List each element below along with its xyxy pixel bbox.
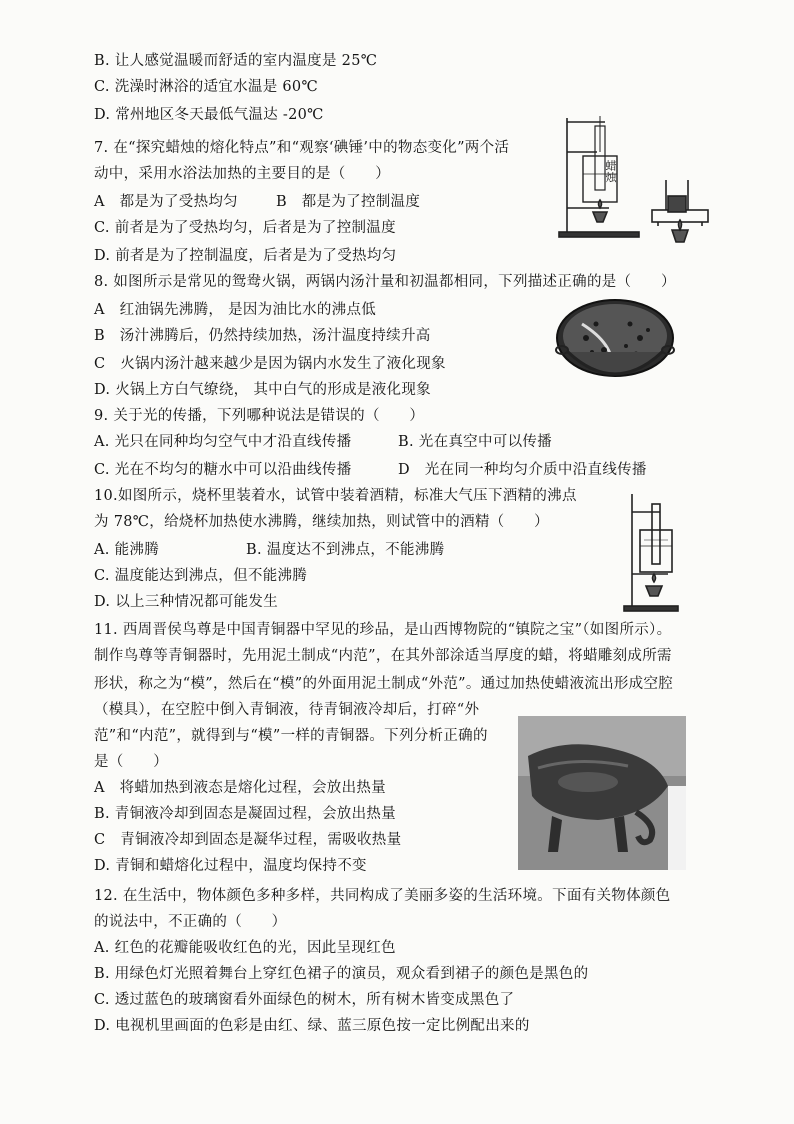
q11-option-b: B. 青铜液冷却到固态是凝固过程，会放出热量	[94, 806, 396, 822]
q12-stem-line1: 12. 在生活中，物体颜色多种多样，共同构成了美丽多姿的生活环境。下面有关物体颜色	[94, 888, 671, 904]
q9-stem: 9. 关于光的传播，下列哪种说法是错误的（ ）	[94, 408, 425, 424]
q9-option-d: D 光在同一种均匀介质中沿直线传播	[398, 462, 647, 478]
q10-stem-line1: 10.如图所示，烧杯里装着水，试管中装着酒精，标准大气压下酒精的沸点	[94, 488, 577, 504]
q9-option-b: B. 光在真空中可以传播	[398, 434, 552, 450]
q9-option-c: C. 光在不均匀的糖水中可以沿曲线传播	[94, 462, 352, 478]
q7-option-a: A 都是为了受热均匀	[94, 194, 238, 210]
q8-option-c: C 火锅内汤汁越来越少是因为锅内水发生了液化现象	[94, 356, 446, 372]
bronze-bird-zun-photo	[518, 716, 686, 870]
q7-stem-line1: 7. 在“探究蜡烛的熔化特点”和“观察‘碘锤’中的物态变化”两个活	[94, 140, 510, 156]
q12-option-b: B. 用绿色灯光照着舞台上穿红色裙子的演员，观众看到裙子的颜色是黑色的	[94, 966, 589, 982]
q11-option-c: C 青铜液冷却到固态是凝华过程，需吸收热量	[94, 832, 402, 848]
q8-option-d: D. 火锅上方白气缭绕， 其中白气的形成是液化现象	[94, 382, 431, 398]
q6-option-c: C. 洗澡时淋浴的适宜水温是 60℃	[94, 79, 318, 95]
q8-option-a: A 红油锅先沸腾， 是因为油比水的沸点低	[94, 302, 377, 318]
beaker-test-tube-figure	[620, 490, 682, 614]
q6-option-d: D. 常州地区冬天最低气温达 -20℃	[94, 107, 324, 123]
q11-stem-line2: 制作鸟尊等青铜器时，先用泥土制成“内范”，在其外部涂适当厚度的蜡，将蜡雕刻成所需	[94, 648, 672, 664]
q7-option-d: D. 前者是为了控制温度，后者是为了受热均匀	[94, 248, 397, 264]
candle-water-bath-figure	[553, 112, 643, 240]
candle-label: 蜡烛	[604, 160, 617, 183]
q11-option-a: A 将蜡加热到液态是熔化过程，会放出热量	[94, 780, 386, 796]
q10-option-a: A. 能沸腾	[94, 542, 159, 558]
q8-stem: 8. 如图所示是常见的鸳鸯火锅，两锅内汤汁量和初温都相同，下列描述正确的是（ ）	[94, 274, 676, 290]
q6-option-b: B. 让人感觉温暖而舒适的室内温度是 25℃	[94, 53, 378, 69]
q12-option-a: A. 红色的花瓣能吸收红色的光，因此呈现红色	[94, 940, 396, 956]
q12-option-d: D. 电视机里画面的色彩是由红、绿、蓝三原色按一定比例配出来的	[94, 1018, 530, 1034]
q12-option-c: C. 透过蓝色的玻璃窗看外面绿色的树木，所有树木皆变成黑色了	[94, 992, 515, 1008]
iodine-hammer-figure	[648, 176, 712, 252]
q10-stem-line2: 为 78℃，给烧杯加热使水沸腾，继续加热，则试管中的酒精（ ）	[94, 514, 549, 530]
q11-stem-line3: 形状，称之为“模”，然后在“模”的外面用泥土制成“外范”。通过加热使蜡液流出形成空腔	[94, 676, 674, 692]
q11-stem-line5: 范”和“内范”，就得到与“模”一样的青铜器。下列分析正确的	[94, 728, 488, 744]
hot-pot-photo	[552, 294, 678, 398]
q10-option-c: C. 温度能达到沸点，但不能沸腾	[94, 568, 308, 584]
q11-stem-line4: （模具），在空腔中倒入青铜液，待青铜液冷却后，打碎“外	[94, 702, 480, 718]
q8-option-b: B 汤汁沸腾后，仍然持续加热，汤汁温度持续升高	[94, 328, 431, 344]
q11-stem-line6: 是（ ）	[94, 754, 168, 770]
q12-stem-line2: 的说法中，不正确的（ ）	[94, 914, 287, 930]
q10-option-b: B. 温度达不到沸点，不能沸腾	[246, 542, 445, 558]
q10-option-d: D. 以上三种情况都可能发生	[94, 594, 279, 610]
q9-option-a: A. 光只在同种均匀空气中才沿直线传播	[94, 434, 352, 450]
q11-stem-line1: 11. 西周晋侯鸟尊是中国青铜器中罕见的珍品，是山西博物院的“镇院之宝”（如图所示）。	[94, 622, 672, 638]
q7-option-c: C. 前者是为了受热均匀，后者是为了控制温度	[94, 220, 396, 236]
q7-stem-line2: 动中，采用水浴法加热的主要目的是（ ）	[94, 166, 390, 182]
q11-option-d: D. 青铜和蜡熔化过程中，温度均保持不变	[94, 858, 367, 874]
q7-option-b: B 都是为了控制温度	[276, 194, 421, 210]
